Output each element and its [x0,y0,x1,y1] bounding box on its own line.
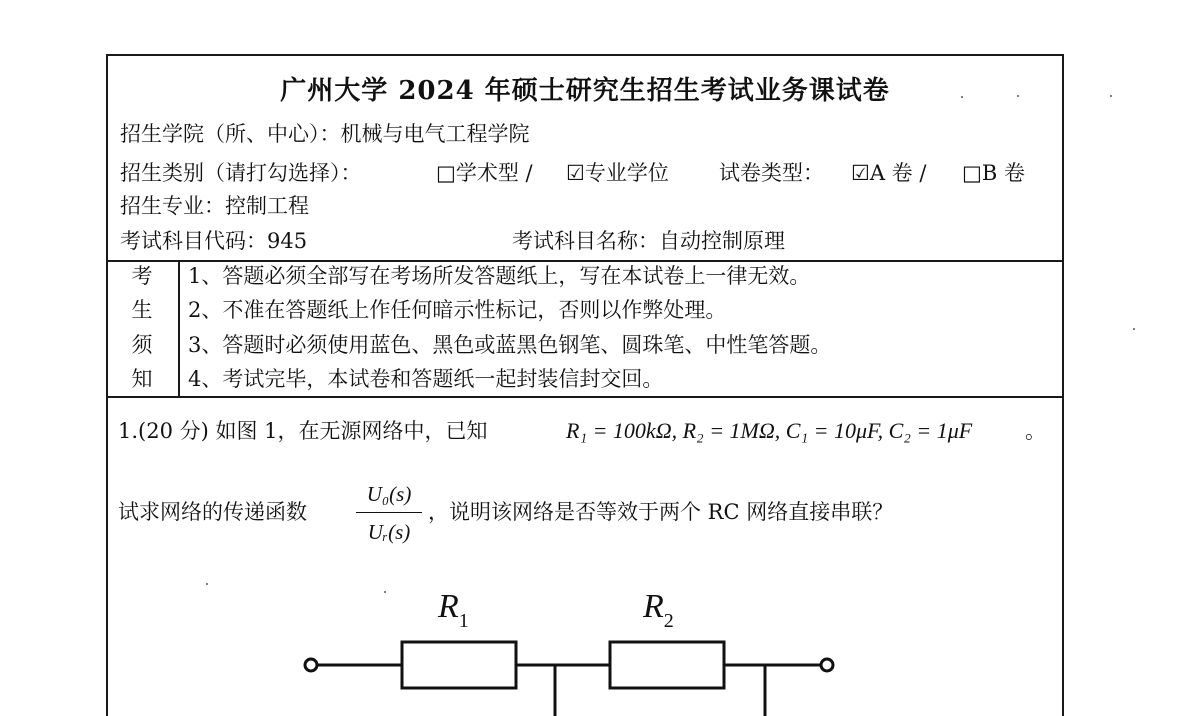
output-terminal [821,659,833,671]
subject-code: 考试科目代码：945 [120,229,308,253]
question-1-params: R₁ = 100kΩ, R₂ = 1MΩ, C₁ = 10μF, C₂ = 1μF [566,418,973,443]
transfer-function-denominator: Uᵣ(s) [367,520,411,544]
resistor-r1 [402,642,516,688]
category-option-professional: ☑专业学位 [566,161,669,185]
scan-speck [1133,328,1135,330]
paper-type-label: 试卷类型： [719,161,824,185]
scan-speck [384,591,386,593]
question-1-params-end: 。 [1025,419,1046,443]
r2-subscript: 2 [663,610,674,632]
question-1-line2-suffix: ，说明该网络是否等效于两个 RC 网络直接串联？ [428,500,894,524]
r1-symbol: R [438,588,459,625]
category-option-academic: □学术型 / [436,161,533,185]
r1-subscript: 1 [458,610,469,632]
major-line: 招生专业：控制工程 [120,194,309,218]
paper-type-a: ☑A 卷 / [851,161,927,185]
college-line: 招生学院（所、中心）：机械与电气工程学院 [120,122,530,146]
question-1-prefix: 1.(20 分) 如图 1，在无源网络中，已知 [118,419,488,443]
transfer-function-numerator: U₀(s) [366,482,412,506]
scan-speck [961,96,963,98]
r2-label [643,588,674,632]
notice-side-char: 须 [131,333,153,357]
resistor-r2 [610,642,724,688]
scan-speck [1110,95,1112,97]
notice-item: 1、答题必须全部写在考场所发答题纸上，写在本试卷上一律无效。 [188,264,811,288]
r2-symbol: R [643,588,664,625]
scan-speck [1017,95,1019,97]
subject-name: 考试科目名称：自动控制原理 [512,229,785,253]
paper-type-b: □B 卷 [962,161,1025,185]
category-label: 招生类别（请打勾选择）： [120,161,362,185]
notice-item: 4、考试完毕，本试卷和答题纸一起封装信封交回。 [188,367,664,391]
notice-side-char: 考 [131,264,153,288]
question-1-line2-prefix: 试求网络的传递函数 [118,500,307,524]
notice-side-char: 知 [131,367,153,391]
notice-side-char: 生 [131,298,153,322]
notice-item: 3、答题时必须使用蓝色、黑色或蓝黑色钢笔、圆珠笔、中性笔答题。 [188,333,832,357]
r1-label [438,588,469,632]
scan-speck [206,583,208,585]
exam-title: 广州大学 2024 年硕士研究生招生考试业务课试卷 [280,76,890,106]
input-terminal [305,659,317,671]
notice-item: 2、不准在答题纸上作任何暗示性标记，否则以作弊处理。 [188,298,727,322]
